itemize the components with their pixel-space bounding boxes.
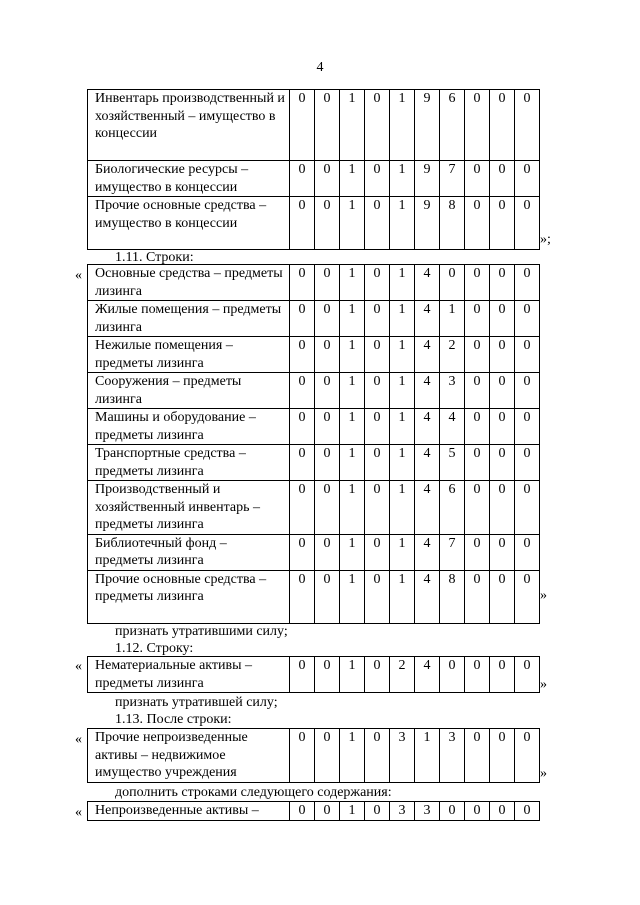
code-digit: 1 xyxy=(415,729,440,783)
code-digit: 9 xyxy=(415,197,440,250)
code-digit: 0 xyxy=(315,409,340,445)
code-digit: 0 xyxy=(290,409,315,445)
code-digit: 0 xyxy=(515,729,540,783)
code-digit: 0 xyxy=(465,802,490,821)
code-digit: 0 xyxy=(490,657,515,693)
code-digit: 9 xyxy=(415,90,440,161)
code-digit: 4 xyxy=(415,445,440,481)
code-digit: 0 xyxy=(315,161,340,197)
code-digit: 0 xyxy=(515,197,540,250)
opening-quote: « xyxy=(75,659,82,674)
row-label: Сооружения – предметы лизинга xyxy=(88,373,290,409)
code-digit: 0 xyxy=(465,265,490,301)
code-digit: 1 xyxy=(390,90,415,161)
table-row xyxy=(88,802,540,821)
code-digit: 0 xyxy=(515,481,540,535)
code-digit: 0 xyxy=(465,729,490,783)
code-digit: 6 xyxy=(440,90,465,161)
code-digit: 2 xyxy=(440,337,465,373)
code-digit: 1 xyxy=(390,197,415,250)
closing-quote: » xyxy=(540,766,547,781)
instruction-text: дополнить строками следующего содержания: xyxy=(115,785,392,800)
code-digit: 1 xyxy=(340,534,365,570)
page-number: 4 xyxy=(316,60,324,75)
row-label: Прочие непроизведенные активы – недвижимое имущество учреждения xyxy=(88,729,290,783)
code-digit: 4 xyxy=(415,657,440,693)
code-digit: 0 xyxy=(290,265,315,301)
code-digit: 1 xyxy=(340,161,365,197)
code-digit: 0 xyxy=(365,373,390,409)
code-digit: 1 xyxy=(340,90,365,161)
code-digit: 1 xyxy=(390,445,415,481)
code-table-1 xyxy=(87,89,540,250)
code-digit: 2 xyxy=(390,657,415,693)
code-digit: 0 xyxy=(515,445,540,481)
code-digit: 0 xyxy=(490,265,515,301)
code-digit: 0 xyxy=(315,265,340,301)
row-label: Библиотечный фонд – предметы лизинга xyxy=(88,534,290,570)
code-digit: 0 xyxy=(290,337,315,373)
code-digit: 4 xyxy=(415,301,440,337)
code-digit: 0 xyxy=(465,373,490,409)
table-row xyxy=(88,301,540,337)
row-label: Непроизведенные активы – xyxy=(88,802,290,821)
code-digit: 1 xyxy=(390,481,415,535)
code-digit: 4 xyxy=(415,373,440,409)
code-digit: 1 xyxy=(340,481,365,535)
code-digit: 0 xyxy=(465,337,490,373)
code-digit: 0 xyxy=(490,197,515,250)
code-digit: 0 xyxy=(490,445,515,481)
code-digit: 0 xyxy=(490,534,515,570)
code-digit: 0 xyxy=(290,161,315,197)
code-digit: 1 xyxy=(340,197,365,250)
code-digit: 4 xyxy=(440,409,465,445)
code-digit: 0 xyxy=(490,90,515,161)
code-digit: 0 xyxy=(290,729,315,783)
code-digit: 0 xyxy=(290,90,315,161)
code-digit: 0 xyxy=(440,802,465,821)
row-label: Биологические ресурсы – имущество в концессии xyxy=(88,161,290,197)
code-digit: 1 xyxy=(340,570,365,623)
code-digit: 0 xyxy=(515,570,540,623)
code-digit: 0 xyxy=(365,570,390,623)
table-row xyxy=(88,445,540,481)
row-label: Прочие основные средства – имущество в концессии xyxy=(88,197,290,250)
code-digit: 0 xyxy=(290,802,315,821)
code-table-3 xyxy=(87,656,540,693)
opening-quote: « xyxy=(75,268,82,283)
code-digit: 4 xyxy=(415,337,440,373)
table-row xyxy=(88,481,540,535)
code-digit: 0 xyxy=(315,445,340,481)
code-digit: 0 xyxy=(290,301,315,337)
code-digit: 0 xyxy=(515,409,540,445)
code-digit: 4 xyxy=(415,570,440,623)
code-digit: 0 xyxy=(515,265,540,301)
code-digit: 0 xyxy=(465,301,490,337)
code-digit: 0 xyxy=(465,161,490,197)
code-digit: 6 xyxy=(440,481,465,535)
code-digit: 1 xyxy=(340,729,365,783)
code-digit: 1 xyxy=(390,161,415,197)
code-digit: 0 xyxy=(465,534,490,570)
code-digit: 0 xyxy=(515,337,540,373)
code-digit: 0 xyxy=(465,409,490,445)
code-digit: 0 xyxy=(315,534,340,570)
row-label: Транспортные средства – предметы лизинга xyxy=(88,445,290,481)
code-digit: 7 xyxy=(440,534,465,570)
code-digit: 3 xyxy=(415,802,440,821)
code-digit: 0 xyxy=(290,657,315,693)
code-digit: 0 xyxy=(490,373,515,409)
row-label: Нематериальные активы – предметы лизинга xyxy=(88,657,290,693)
code-digit: 1 xyxy=(340,337,365,373)
section-heading: 1.11. Строки: xyxy=(115,250,194,265)
table-row xyxy=(88,570,540,623)
code-table-2 xyxy=(87,264,540,624)
code-digit: 0 xyxy=(365,657,390,693)
code-digit: 0 xyxy=(315,337,340,373)
code-digit: 0 xyxy=(315,570,340,623)
code-digit: 1 xyxy=(390,534,415,570)
code-digit: 0 xyxy=(515,90,540,161)
code-digit: 7 xyxy=(440,161,465,197)
code-digit: 1 xyxy=(390,570,415,623)
code-digit: 1 xyxy=(390,301,415,337)
code-digit: 0 xyxy=(315,90,340,161)
code-digit: 0 xyxy=(515,534,540,570)
row-label: Основные средства – предметы лизинга xyxy=(88,265,290,301)
code-digit: 0 xyxy=(365,301,390,337)
code-digit: 4 xyxy=(415,534,440,570)
code-digit: 4 xyxy=(415,409,440,445)
section-heading: 1.12. Строку: xyxy=(115,641,194,656)
code-digit: 0 xyxy=(490,729,515,783)
code-digit: 0 xyxy=(465,197,490,250)
code-digit: 0 xyxy=(365,161,390,197)
instruction-text: признать утратившими силу; xyxy=(115,624,288,639)
code-digit: 3 xyxy=(390,802,415,821)
code-digit: 0 xyxy=(315,481,340,535)
code-digit: 3 xyxy=(440,373,465,409)
code-table-4 xyxy=(87,728,540,783)
code-digit: 8 xyxy=(440,197,465,250)
table-row xyxy=(88,729,540,783)
code-digit: 0 xyxy=(490,301,515,337)
code-digit: 0 xyxy=(315,301,340,337)
code-digit: 1 xyxy=(390,337,415,373)
code-digit: 0 xyxy=(465,445,490,481)
code-digit: 3 xyxy=(390,729,415,783)
code-digit: 0 xyxy=(465,481,490,535)
code-digit: 0 xyxy=(365,445,390,481)
code-digit: 0 xyxy=(290,481,315,535)
code-digit: 0 xyxy=(365,337,390,373)
row-label: Жилые помещения – предметы лизинга xyxy=(88,301,290,337)
code-digit: 0 xyxy=(290,197,315,250)
table-row xyxy=(88,90,540,161)
table-row xyxy=(88,373,540,409)
code-digit: 0 xyxy=(465,90,490,161)
table-row xyxy=(88,534,540,570)
code-digit: 0 xyxy=(515,161,540,197)
code-digit: 1 xyxy=(340,265,365,301)
code-digit: 0 xyxy=(515,802,540,821)
code-digit: 4 xyxy=(415,481,440,535)
code-digit: 5 xyxy=(440,445,465,481)
row-label: Машины и оборудование – предметы лизинга xyxy=(88,409,290,445)
closing-quote: » xyxy=(540,677,547,692)
code-digit: 0 xyxy=(490,802,515,821)
code-digit: 1 xyxy=(390,409,415,445)
code-digit: 0 xyxy=(490,481,515,535)
table-row xyxy=(88,161,540,197)
code-digit: 0 xyxy=(315,802,340,821)
table-row xyxy=(88,657,540,693)
code-digit: 0 xyxy=(290,373,315,409)
code-digit: 8 xyxy=(440,570,465,623)
code-digit: 0 xyxy=(315,657,340,693)
code-digit: 0 xyxy=(515,657,540,693)
row-label: Производственный и хозяйственный инвентарь – предметы лизинга xyxy=(88,481,290,535)
code-digit: 1 xyxy=(340,373,365,409)
code-digit: 0 xyxy=(365,409,390,445)
section-heading: 1.13. После строки: xyxy=(115,712,232,727)
row-label: Прочие основные средства – предметы лизинга xyxy=(88,570,290,623)
code-digit: 1 xyxy=(440,301,465,337)
code-digit: 0 xyxy=(290,534,315,570)
code-digit: 0 xyxy=(465,570,490,623)
code-digit: 0 xyxy=(365,802,390,821)
row-label: Инвентарь производственный и хозяйственный – имущество в концессии xyxy=(88,90,290,161)
closing-quote: »; xyxy=(540,232,551,247)
code-digit: 0 xyxy=(490,161,515,197)
table-row xyxy=(88,265,540,301)
table-row xyxy=(88,337,540,373)
code-digit: 0 xyxy=(515,373,540,409)
code-digit: 0 xyxy=(315,373,340,409)
code-digit: 1 xyxy=(340,301,365,337)
table-row xyxy=(88,409,540,445)
code-digit: 1 xyxy=(340,802,365,821)
code-digit: 0 xyxy=(290,445,315,481)
code-digit: 1 xyxy=(340,409,365,445)
opening-quote: « xyxy=(75,732,82,747)
code-digit: 0 xyxy=(490,337,515,373)
code-digit: 0 xyxy=(315,197,340,250)
code-digit: 4 xyxy=(415,265,440,301)
code-digit: 0 xyxy=(365,265,390,301)
opening-quote: « xyxy=(75,805,82,820)
code-digit: 9 xyxy=(415,161,440,197)
table-row xyxy=(88,197,540,250)
code-digit: 1 xyxy=(390,373,415,409)
code-digit: 1 xyxy=(340,445,365,481)
code-digit: 0 xyxy=(365,534,390,570)
code-digit: 0 xyxy=(290,570,315,623)
code-digit: 0 xyxy=(440,265,465,301)
row-label: Нежилые помещения – предметы лизинга xyxy=(88,337,290,373)
closing-quote: » xyxy=(540,588,547,603)
code-digit: 0 xyxy=(515,301,540,337)
code-digit: 0 xyxy=(465,657,490,693)
code-digit: 0 xyxy=(490,570,515,623)
code-digit: 0 xyxy=(315,729,340,783)
code-digit: 0 xyxy=(440,657,465,693)
instruction-text: признать утратившей силу; xyxy=(115,695,278,710)
code-table-5 xyxy=(87,801,540,821)
code-digit: 0 xyxy=(490,409,515,445)
code-digit: 0 xyxy=(365,90,390,161)
code-digit: 1 xyxy=(340,657,365,693)
code-digit: 1 xyxy=(390,265,415,301)
code-digit: 3 xyxy=(440,729,465,783)
code-digit: 0 xyxy=(365,481,390,535)
code-digit: 0 xyxy=(365,197,390,250)
code-digit: 0 xyxy=(365,729,390,783)
